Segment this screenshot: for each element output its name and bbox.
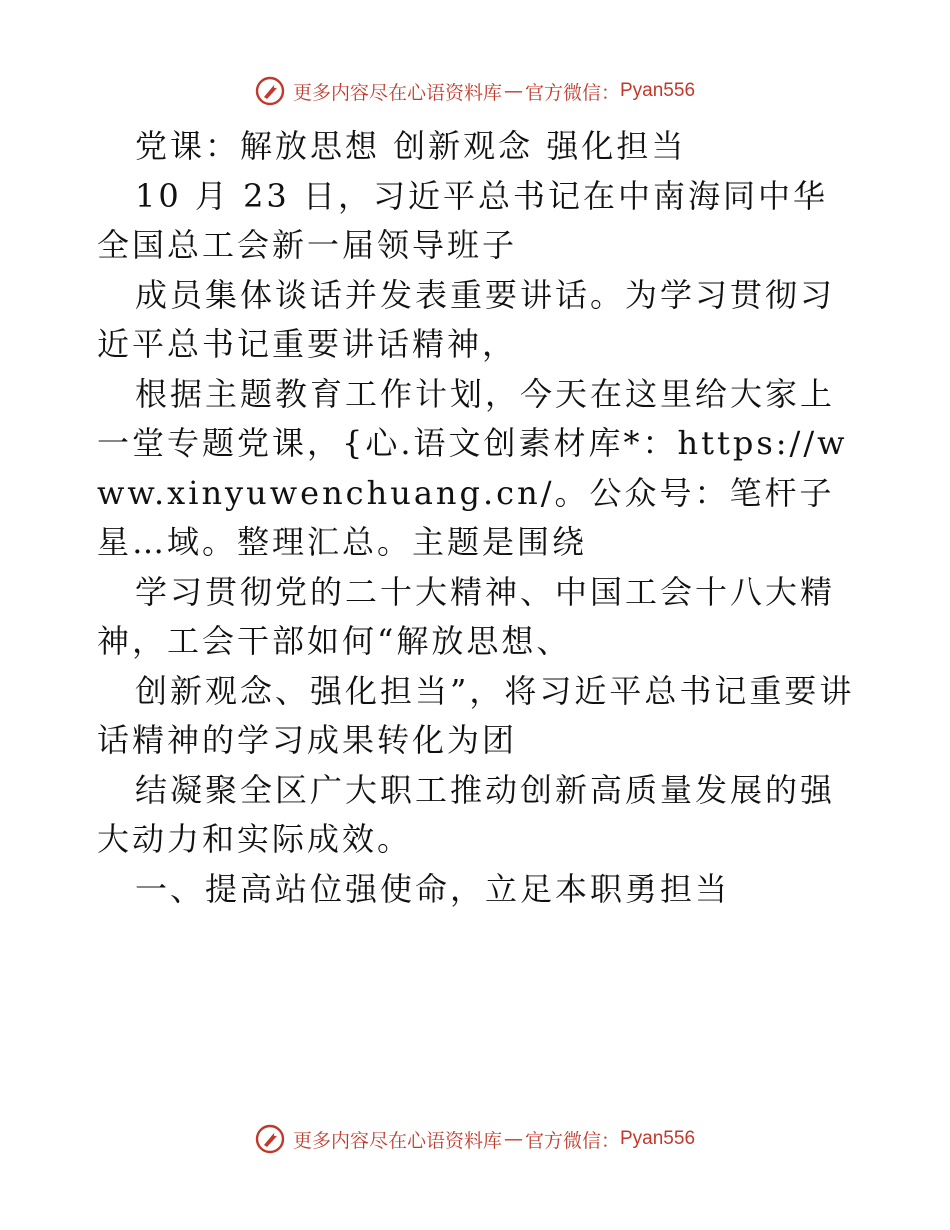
banner-separator: —	[503, 1128, 523, 1150]
paragraph: 成员集体谈话并发表重要讲话。为学习贯彻习近平总书记重要讲话精神，	[97, 275, 836, 363]
section-heading: 一、提高站位强使命，立足本职勇担当	[135, 869, 731, 908]
paragraph: 10 月 23 日，习近平总书记在中南海同中华全国总工会新一届领导班子	[97, 176, 828, 264]
pen-nib-logo-icon	[255, 76, 285, 106]
pen-nib-logo-icon	[255, 1124, 285, 1154]
paragraph: 结凝聚全区广大职工推动创新高质量发展的强大动力和实际成效。	[97, 770, 836, 858]
header-banner	[0, 74, 950, 108]
banner-wechat-label: 官方微信：	[524, 1129, 620, 1152]
banner-wechat-id: Pyan556	[620, 1128, 696, 1149]
banner-brand-text: 更多内容尽在心语资料库	[292, 1129, 502, 1152]
banner-brand-text: 更多内容尽在心语资料库	[292, 81, 502, 104]
document-body	[97, 122, 857, 914]
banner-separator: —	[503, 80, 523, 102]
footer-banner	[0, 1122, 950, 1156]
paragraph: 创新观念、强化担当”，将习近平总书记重要讲话精神的学习成果转化为团	[97, 671, 855, 759]
banner-wechat-id: Pyan556	[620, 80, 696, 101]
document-title: 党课：解放思想 创新观念 强化担当	[135, 127, 687, 165]
paragraph: 根据主题教育工作计划，今天在这里给大家上一堂专题党课，{心.语文创素材库*：https://www.xinyuwenchuang.cn/。公众号：笔杆子星…域。整理汇总。主题是围绕	[97, 374, 848, 561]
paragraph: 学习贯彻党的二十大精神、中国工会十八大精神，工会干部如何“解放思想、	[97, 572, 836, 660]
banner-wechat-label: 官方微信：	[524, 81, 620, 104]
